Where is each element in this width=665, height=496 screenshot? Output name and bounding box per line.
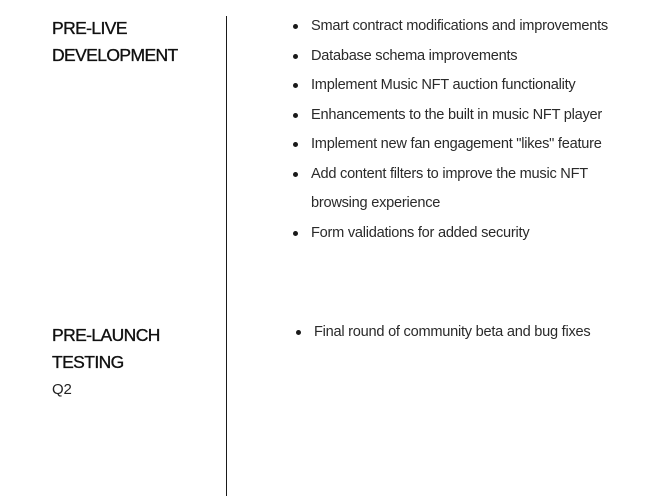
list-item: Database schema improvements [291,42,608,72]
pre-live-development-task-list [291,12,608,248]
section-title-line: TESTING [52,352,124,372]
list-item: Smart contract modifications and improvements [291,12,608,42]
section-title-pre-live-development [52,15,222,69]
section-title-line: PRE-LAUNCH [52,325,160,345]
section-title-pre-launch-testing [52,322,222,376]
list-item: Form validations for added security [291,219,608,249]
list-item: Enhancements to the built in music NFT player [291,101,608,131]
list-item: Final round of community beta and bug fixes [294,318,590,348]
section-title-line: PRE-LIVE [52,18,127,38]
pre-launch-testing-task-list [294,318,590,348]
section-subtitle-quarter: Q2 [52,381,72,398]
list-item: Add content filters to improve the music NFT browsing experience [291,160,608,219]
vertical-divider [226,16,227,496]
list-item: Implement Music NFT auction functionality [291,71,608,101]
list-item: Implement new fan engagement "likes" feature [291,130,608,160]
section-title-line: DEVELOPMENT [52,45,178,65]
